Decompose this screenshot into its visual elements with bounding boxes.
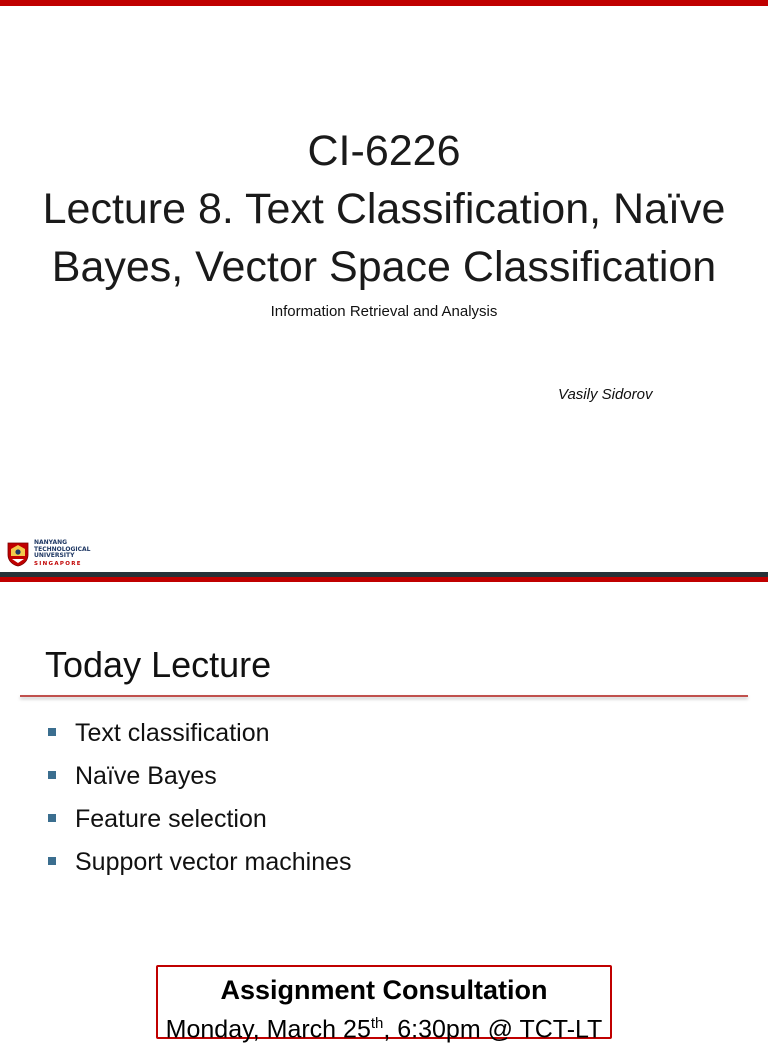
top-accent-bar (0, 0, 768, 6)
list-item (46, 712, 352, 755)
list-item-text: Text classification (75, 719, 270, 747)
university-crest-icon (6, 541, 30, 567)
square-bullet-icon (48, 728, 56, 736)
course-code: CI-6226 (307, 127, 461, 175)
ntu-logo (6, 539, 106, 571)
list-item (46, 798, 352, 841)
square-bullet-icon (48, 814, 56, 822)
list-item (46, 755, 352, 798)
consultation-box (156, 965, 612, 1044)
title-underline (20, 695, 748, 697)
list-item-text: Naïve Bayes (75, 762, 217, 790)
lecture-title-line-2: Bayes, Vector Space Classification (51, 243, 717, 291)
logo-singapore: SINGAPORE (34, 561, 82, 567)
agenda-list (46, 712, 352, 884)
slide-title (0, 122, 768, 296)
square-bullet-icon (48, 857, 56, 865)
consultation-title: Assignment Consultation (220, 975, 548, 1005)
agenda-title: Today Lecture (45, 644, 272, 685)
square-bullet-icon (48, 771, 56, 779)
author-name: Vasily Sidorov (558, 386, 653, 403)
course-subtitle: Information Retrieval and Analysis (270, 303, 498, 320)
logo-wordmark: NANYANG TECHNOLOGICAL UNIVERSITY (34, 539, 91, 560)
list-item (46, 841, 352, 884)
list-item-text: Support vector machines (75, 848, 352, 876)
list-item-text: Feature selection (75, 805, 267, 833)
lecture-title-line-1: Lecture 8. Text Classification, Naïve (42, 185, 726, 233)
agenda-slide (0, 582, 768, 1044)
consultation-datetime: Monday, March 25th, 6:30pm @ TCT-LT (165, 1015, 603, 1044)
